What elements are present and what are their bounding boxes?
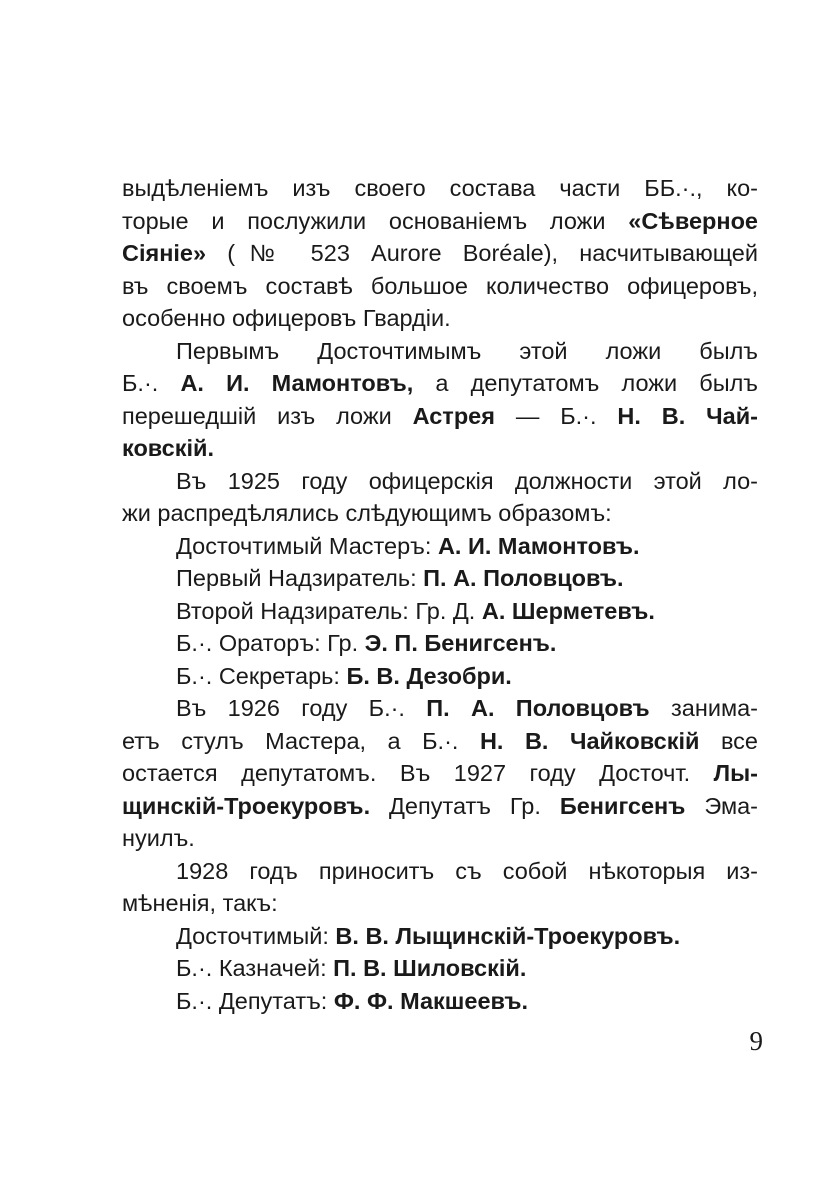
- bold-name: А. И. Мамонтовъ.: [437, 532, 640, 559]
- text-line: [122, 595, 758, 628]
- text-line: [122, 627, 758, 660]
- bold-name: А. Шерметевъ.: [481, 597, 655, 624]
- text-line: [122, 920, 758, 953]
- text-segment: Первымъ Досточтимымъ этой ложи былъ: [176, 337, 758, 364]
- bold-name: щинскій-Троекуровъ.: [122, 792, 371, 819]
- text-segment: мѣненія, такъ:: [122, 890, 278, 916]
- text-line: [122, 757, 758, 790]
- text-segment: Первый Надзиратель:: [176, 565, 424, 591]
- text-line: [122, 432, 758, 465]
- text-line: [122, 465, 758, 498]
- text-line: [122, 237, 758, 270]
- text-line: [122, 692, 758, 725]
- bold-name: Н. В. Чайковскій: [479, 727, 700, 754]
- text-segment: Депутатъ Гр.: [370, 792, 560, 819]
- text-line: [122, 952, 758, 985]
- text-segment: (№ 523 Aurore Boréale), насчитывающей: [206, 240, 758, 266]
- text-line: [122, 302, 758, 335]
- text-segment: особенно офицеровъ Гвардіи.: [122, 305, 451, 331]
- text-segment: Въ 1925 году офицерскія должности этой ло-: [176, 467, 758, 494]
- text-segment: Б.·. Казначей:: [176, 955, 334, 981]
- text-line: [122, 725, 758, 758]
- text-line: [122, 205, 758, 238]
- text-line: [122, 172, 758, 205]
- text-segment: занима-: [649, 695, 758, 721]
- bold-name: Н. В. Чай-: [617, 402, 758, 429]
- text-line: [122, 985, 758, 1018]
- text-segment: Б.·. Ораторъ: Гр.: [176, 630, 365, 656]
- text-segment: перешедшій изъ ложи: [122, 402, 413, 429]
- bold-name: «Сѣверное: [628, 207, 758, 234]
- text-line: [122, 530, 758, 563]
- bold-name: Сіяніе»: [122, 240, 207, 266]
- bold-name: Астрея: [412, 402, 495, 429]
- text-segment: Б.·. Депутатъ:: [176, 987, 334, 1014]
- text-line: [122, 367, 758, 400]
- text-segment: все: [699, 727, 758, 754]
- text-segment: въ своемъ составѣ большое количество офицеровъ,: [122, 272, 758, 299]
- bold-name: Ф. Ф. Макшеевъ.: [333, 987, 529, 1014]
- text-line: [122, 887, 758, 920]
- text-segment: остается депутатомъ. Въ 1927 году Досточт.: [122, 760, 714, 786]
- text-segment: Б.·. Секретарь:: [176, 662, 347, 689]
- text-line: [122, 497, 758, 530]
- bold-name: П. А. Половцовъ: [426, 695, 650, 721]
- text-line: [122, 270, 758, 303]
- text-line: [122, 335, 758, 368]
- text-segment: Досточтимый Мастеръ:: [176, 532, 438, 559]
- text-segment: — Б.·.: [494, 402, 618, 429]
- text-line: [122, 562, 758, 595]
- text-segment: нуилъ.: [122, 825, 195, 851]
- text-line: [122, 822, 758, 855]
- bold-name: В. В. Лыщинскій-Троекуровъ.: [335, 922, 681, 949]
- text-segment: 1928 годъ приноситъ съ собой нѣкоторыя из-: [176, 857, 758, 884]
- text-line: [122, 660, 758, 693]
- text-segment: Эма-: [685, 792, 758, 819]
- text-segment: торые и послужили основаніемъ ложи: [122, 207, 629, 234]
- page-number: 9: [749, 1026, 763, 1056]
- text-line: [122, 855, 758, 888]
- bold-name: Э. П. Бенигсенъ.: [364, 630, 557, 656]
- text-segment: Б.·.: [122, 370, 181, 396]
- bold-name: Бенигсенъ: [559, 792, 686, 819]
- text-segment: жи распредѣлялись слѣдующимъ образомъ:: [122, 500, 612, 526]
- bold-name: Лы-: [713, 760, 758, 786]
- bold-name: А. И. Мамонтовъ,: [180, 370, 414, 396]
- text-line: [122, 790, 758, 823]
- bold-name: П. В. Шиловскій.: [333, 955, 527, 981]
- bold-name: ковскій.: [122, 435, 215, 461]
- text-segment: а депутатомъ ложи былъ: [413, 370, 758, 396]
- text-segment: етъ стулъ Мастера, а Б.·.: [122, 727, 480, 754]
- text-segment: Второй Надзиратель: Гр. Д.: [176, 597, 482, 624]
- text-segment: Въ 1926 году Б.·.: [176, 695, 427, 721]
- bold-name: Б. В. Дезобри.: [346, 662, 512, 689]
- text-segment: Досточтимый:: [176, 922, 336, 949]
- text-line: [122, 400, 758, 433]
- bold-name: П. А. Половцовъ.: [423, 565, 624, 591]
- text-segment: выдѣленіемъ изъ своего состава части ББ.·., ко-: [122, 175, 758, 201]
- body-text: [122, 172, 758, 1017]
